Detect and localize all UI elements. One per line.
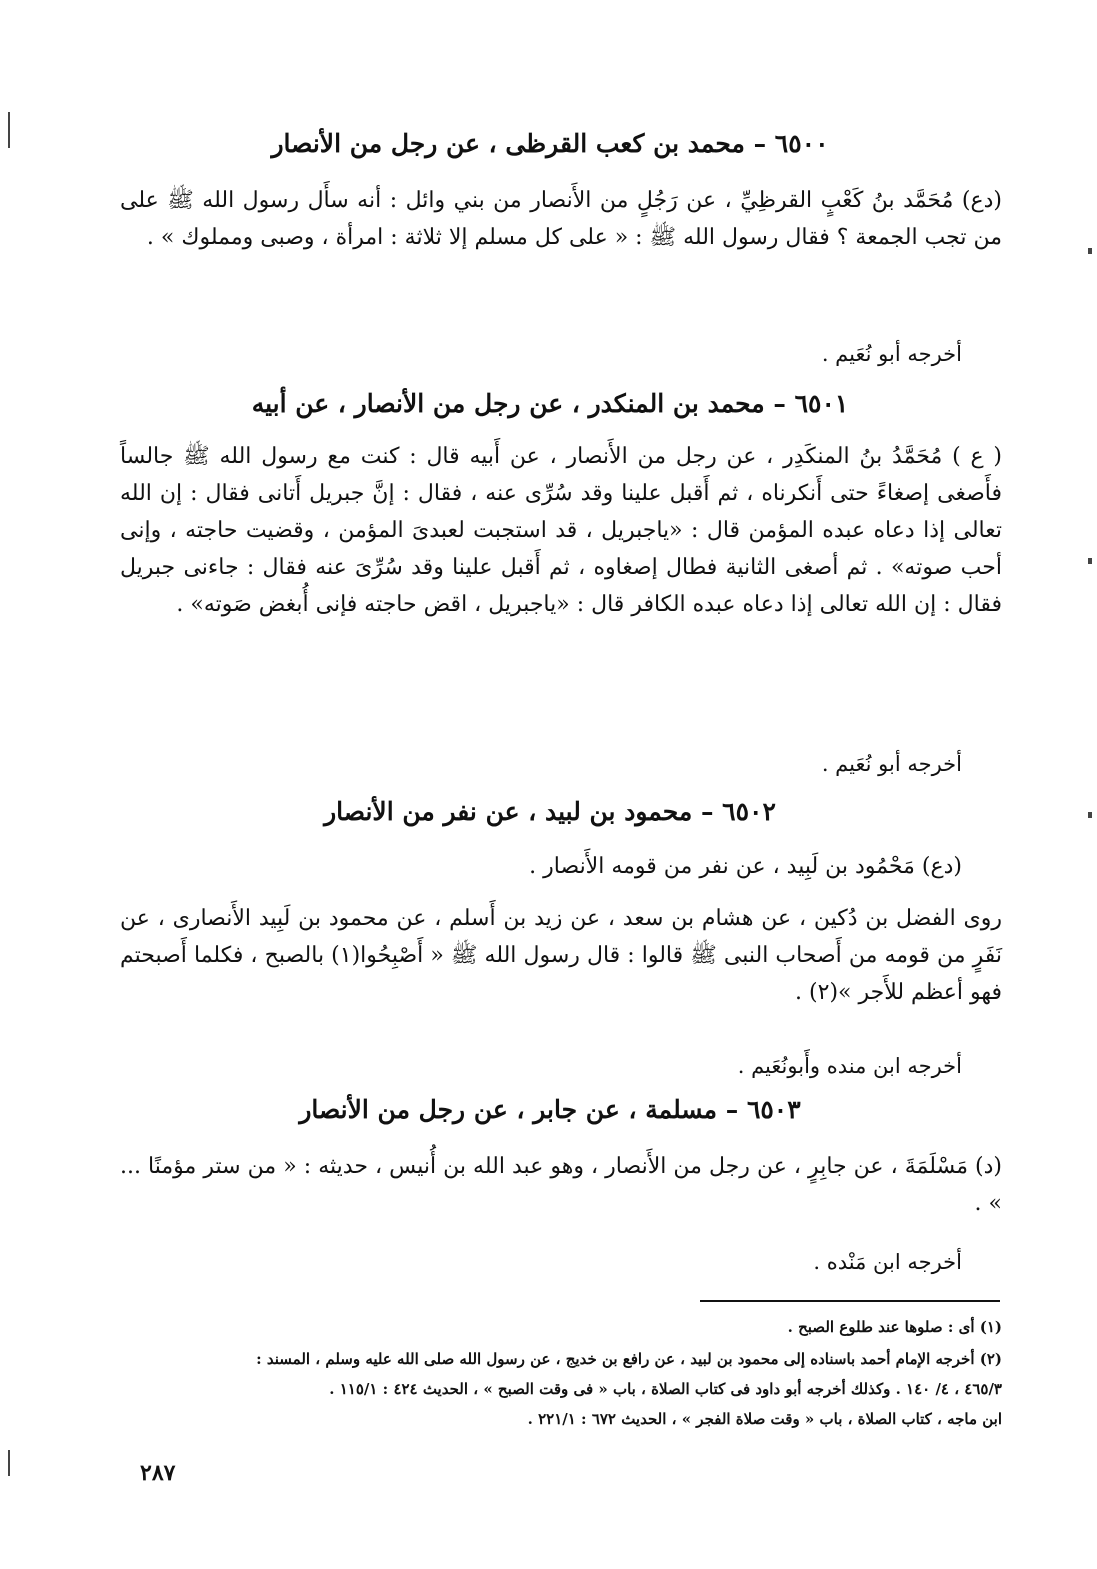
entry-reference: أخرجه ابن منده وأَبونُعَيم . <box>737 1054 962 1078</box>
entry-heading: ٦٥٠٣ – مسلمة ، عن جابر ، عن رجل من الأنصار <box>299 1095 801 1124</box>
footnote-divider <box>700 1300 1000 1302</box>
entry-reference: أخرجه ابن مَنْده . <box>813 1250 962 1274</box>
entry-reference: أخرجه أبو نُعَيم . <box>821 342 962 366</box>
entry-heading: ٦٥٠١ – محمد بن المنكدر ، عن رجل من الأنصار ، عن أبيه <box>251 389 849 418</box>
entry-body: (دع) مُحَمَّد بنُ كَعْبٍ القرظِيِّ ، عن رَجُلٍ من الأَنصار من بني وائل : أنه سأَل رسول الله ﷺ على من تجب الجمعة ؟ فقال رسول الله ﷺ : « على كل مسلم إلا ثلاثة : امرأة ، وصبى ومملوك » . <box>120 188 1002 250</box>
entry-line: (دع) مَحْمُود بن لَبِيد ، عن نفر من قومه الأَنصار . <box>529 854 962 879</box>
footnote: (٢) أخرجه الإمام أحمد باسناده إلى محمود بن لبيد ، عن رافع بن خديج ، عن رسول الله صلى الله عليه وسلم ، المسند : <box>256 1350 1002 1368</box>
scan-artifact <box>8 1450 10 1476</box>
entry-reference: أخرجه أبو نُعَيم . <box>821 752 962 776</box>
scan-artifact <box>1088 248 1092 254</box>
scan-artifact <box>1088 558 1092 564</box>
page-number: ٢٨٧ <box>140 1460 176 1486</box>
footnote: ٤٦٥/٣ ، ٤/ ١٤٠ . وكذلك أخرجه أبو داود فى كتاب الصلاة ، باب « فى وقت الصبح » ، الحديث ٤٢٤ : ١١٥/١ . <box>329 1380 1002 1398</box>
entry-body: (د) مَسْلَمَةَ ، عن جابِرٍ ، عن رجل من الأَنصار ، وهو عبد الله بن أُنيس ، حديثه : « من ستر مؤمنًا ... » . <box>120 1154 1002 1216</box>
scan-artifact <box>8 112 10 148</box>
entry-body: ( ع ) مُحَمَّدُ بنُ المنكَدِر ، عن رجل من الأَنصار ، عن أَبيه قال : كنت مع رسول الله ﷺ جالساً فأَصغى إصغاءً حتى أَنكرناه ، ثم أَقبل علينا وقد سُرِّى عنه ، فقال : إنَّ جبريل أَتانى فقال : إن الله تعالى إذا دعاه عبده المؤمن قال : «ياجبريل ، قد استجبت لعبدىَ المؤمن ، وقضيت حاجته ، وإنى أحب صوته» . ثم أصغى الثانية فطال إصغاوه ، ثم أَقبل علينا وقد سُرِّىَ عنه فقال : جاءنى جبريل فقال : إن الله تعالى إذا دعاه عبده الكافر قال : «ياجبريل ، اقض حاجته فإنى أُبغض صَوته» . <box>120 444 1002 617</box>
entry-heading: ٦٥٠٠ – محمد بن كعب القرظى ، عن رجل من الأنصار <box>271 129 829 158</box>
scan-artifact <box>1088 812 1092 818</box>
entry-heading: ٦٥٠٢ – محمود بن لبيد ، عن نفر من الأنصار <box>324 797 776 826</box>
footnote: (١) أى : صلوها عند طلوع الصبح . <box>787 1318 1002 1336</box>
footnote: ابن ماجه ، كتاب الصلاة ، باب « وقت صلاة الفجر » ، الحديث ٦٧٢ : ٢٢١/١ . <box>527 1410 1002 1428</box>
entry-body: روى الفضل بن دُكين ، عن هشام بن سعد ، عن زيد بن أَسلم ، عن محمود بن لَبِيد الأَنصارى ، عن نَفَرٍ من قومه من أَصحاب النبى ﷺ قالوا : قال رسول الله ﷺ « أَصْبِحُوا(١) بالصبح ، فكلما أَصبحتم فهو أعظم للأَجر »(٢) . <box>120 906 1003 1005</box>
